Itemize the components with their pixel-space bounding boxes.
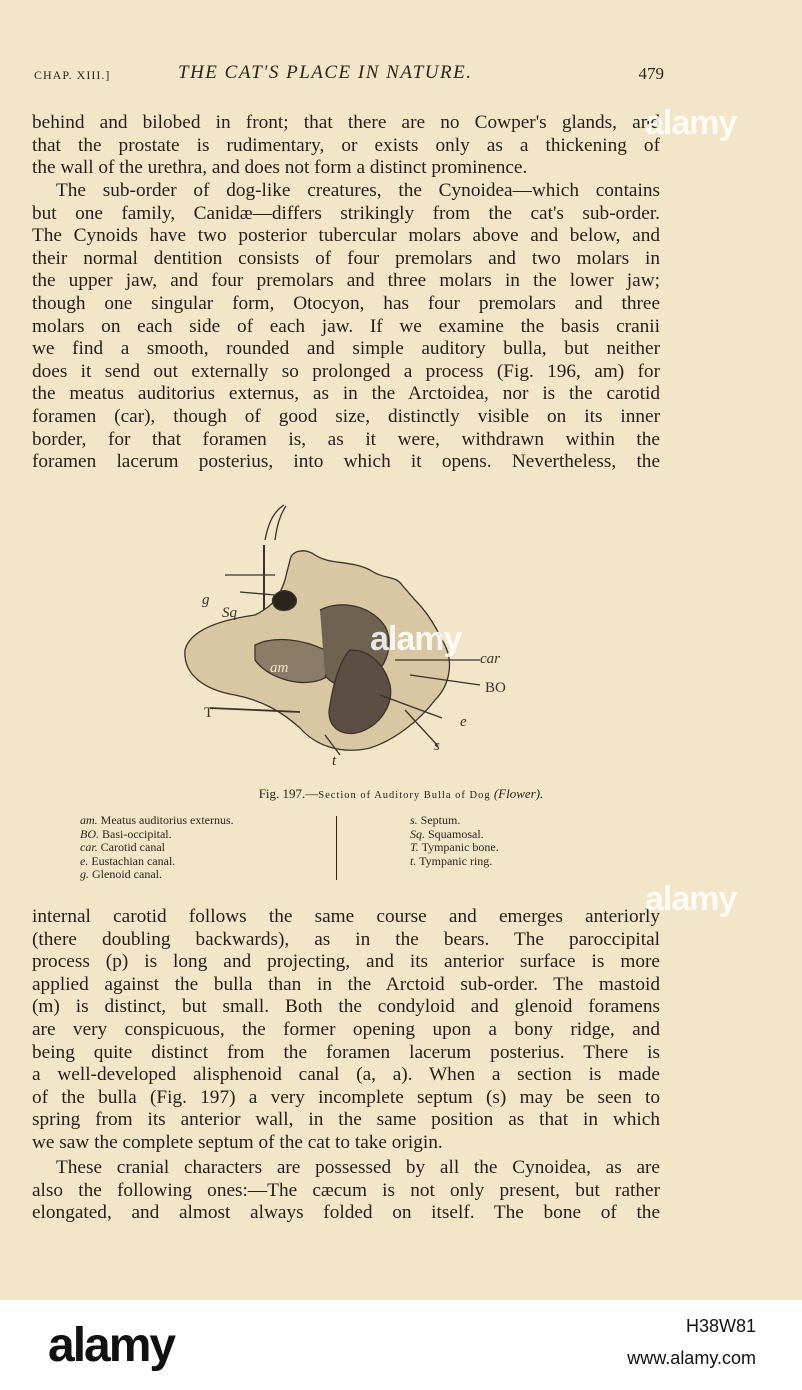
chapter-label: CHAP. XIII.] bbox=[34, 68, 111, 82]
figure-caption bbox=[0, 786, 802, 802]
paragraph-1 bbox=[32, 112, 660, 180]
text-line: border, for that foramen is, as it were, withdrawn within the bbox=[32, 428, 660, 450]
text-line: the upper jaw, and four premolars and three molars in the lower jaw; bbox=[32, 270, 660, 292]
text-line: does it send out externally so prolonged a process (Fig. 196, am) for bbox=[32, 360, 660, 382]
text-line: internal carotid follows the same course and emerges anteriorly bbox=[32, 906, 660, 927]
text-line: a well-developed alisphenoid canal (a, a). When a section is made bbox=[32, 1064, 660, 1086]
legend-item: Sq. Squamosal. bbox=[410, 826, 484, 841]
text-line: their normal dentition consists of four premolars and two molars in bbox=[32, 247, 660, 269]
legend-item: BO. Basi-occipital. bbox=[80, 826, 172, 841]
caption-prefix: Fig. 197.— bbox=[258, 786, 319, 801]
watermark: alamy bbox=[645, 880, 737, 918]
label-e: e bbox=[460, 714, 467, 730]
paragraph-2 bbox=[32, 180, 660, 474]
text-line: molars on each side of each jaw. If we examine the basis cranii bbox=[32, 315, 660, 337]
text-line: (m) is distinct, but small. Both the condyloid and glenoid foramens bbox=[32, 996, 660, 1018]
caption-credit: (Flower). bbox=[493, 786, 544, 801]
figure-legend-left bbox=[80, 814, 234, 882]
text-line: behind and bilobed in front; that there are no Cowper's glands, and bbox=[32, 112, 660, 133]
legend-item: t. Tympanic ring. bbox=[410, 853, 493, 868]
bulla-section-figure bbox=[180, 500, 530, 770]
text-line: of the bulla (Fig. 197) a very incomplete septum (s) may be seen to bbox=[32, 1086, 660, 1108]
site-url: www.alamy.com bbox=[627, 1348, 756, 1368]
figure-legend-right bbox=[410, 814, 499, 868]
paragraph-3 bbox=[32, 906, 660, 1155]
stock-footer bbox=[0, 1300, 802, 1390]
image-code: H38W81 bbox=[685, 1316, 756, 1336]
text-line: process (p) is long and projecting, and its anterior surface is more bbox=[32, 951, 660, 973]
running-header bbox=[34, 62, 664, 88]
text-line: the wall of the urethra, and does not form a distinct prominence. bbox=[32, 157, 528, 179]
text-line: foramen (car), though of good size, distinctly visible on its inner bbox=[32, 405, 660, 427]
text-line: that the prostate is rudimentary, or exists only as a thickening of bbox=[32, 134, 660, 156]
text-line: we find a smooth, rounded and simple auditory bulla, but neither bbox=[32, 338, 660, 360]
legend-item: g. Glenoid canal. bbox=[80, 867, 162, 881]
text-line: The Cynoids have two posterior tubercular molars above and below, and bbox=[32, 225, 660, 247]
text-line: we saw the complete septum of the cat to take origin. bbox=[32, 1131, 443, 1153]
legend-item: car. Carotid canal bbox=[80, 840, 165, 854]
legend-item: am. Meatus auditorius externus. bbox=[80, 813, 234, 827]
caption-title: Section of Auditory Bulla of Dog bbox=[318, 790, 491, 801]
label-car: car bbox=[480, 651, 500, 667]
text-line: spring from its anterior wall, in the same position as that in which bbox=[32, 1109, 660, 1131]
text-line: The sub-order of dog-like creatures, the Cynoidea—which contains bbox=[56, 180, 660, 201]
text-line: elongated, and almost always folded on itself. The bone of the bbox=[32, 1202, 660, 1224]
alamy-logo: alamy bbox=[48, 1319, 175, 1372]
watermark: alamy bbox=[645, 104, 737, 142]
text-line: foramen lacerum posterius, into which it opens. Nevertheless, the bbox=[32, 451, 660, 473]
legend-item: T. Tympanic bone. bbox=[410, 840, 499, 854]
text-line: are very conspicuous, the former opening upon a bony ridge, and bbox=[32, 1018, 660, 1040]
paragraph-4 bbox=[32, 1157, 660, 1225]
text-line: (there doubling backwards), as in the bears. The paroccipital bbox=[32, 928, 660, 950]
page-number: 479 bbox=[638, 64, 664, 83]
label-g: g bbox=[202, 592, 210, 608]
label-t-lower: t bbox=[332, 753, 337, 769]
text-line: but one family, Canidæ—differs strikingly from the cat's sub-order. bbox=[32, 202, 660, 224]
text-line: the meatus auditorius externus, as in the Arctoidea, nor is the carotid bbox=[32, 383, 660, 405]
text-line: applied against the bulla than in the Arctoid sub-order. The mastoid bbox=[32, 973, 660, 995]
legend-divider bbox=[336, 816, 337, 880]
text-line: These cranial characters are possessed by all the Cynoidea, as are bbox=[56, 1157, 660, 1178]
label-s: s bbox=[434, 738, 440, 754]
legend-item: s. Septum. bbox=[410, 813, 461, 827]
text-line: also the following ones:—The cæcum is not only present, but rather bbox=[32, 1179, 660, 1201]
label-am: am bbox=[270, 660, 289, 676]
text-line: being quite distinct from the foramen lacerum posterius. There is bbox=[32, 1041, 660, 1063]
label-sq: Sq bbox=[222, 605, 237, 621]
label-bo: BO bbox=[485, 680, 506, 696]
legend-item: e. Eustachian canal. bbox=[80, 853, 176, 868]
running-title: THE CAT'S PLACE IN NATURE. bbox=[178, 62, 473, 83]
text-line: though one singular form, Otocyon, has four premolars and three bbox=[32, 292, 660, 314]
label-t-upper: T bbox=[204, 705, 214, 721]
watermark: alamy bbox=[370, 620, 462, 658]
